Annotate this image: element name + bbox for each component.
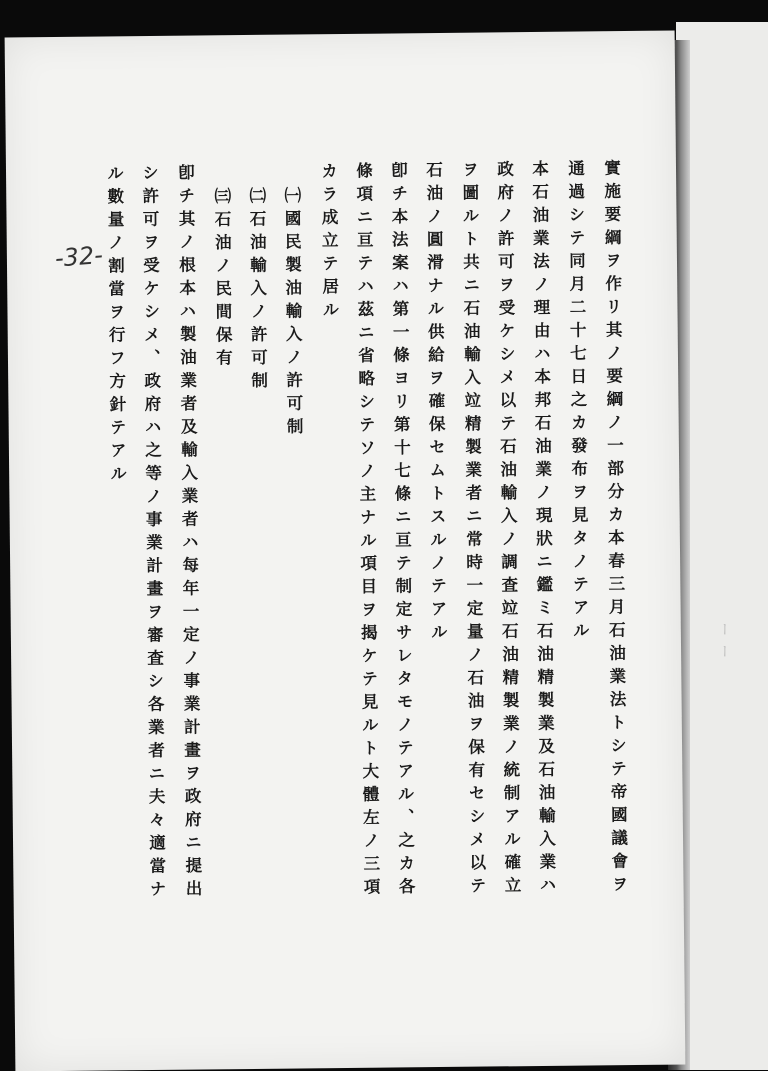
text-column: 通過シテ同月二十七日之カ發布ヲ見タノテアル	[565, 159, 590, 645]
text-column: シ許可ヲ受ケシメ、政府ハ之等ノ事業計畫ヲ審査シ各業者ニ夫々適當ナ	[139, 163, 167, 904]
text-column: 石油ノ圓滑ナル供給ヲ確保セムトスルノテアル	[423, 160, 448, 647]
text-column: 條項ニ亘テハ茲ニ省略シテソノ主ナル項目ヲ揭ケテ見ルト大體左ノ三項	[353, 161, 381, 902]
text-column: 本石油業法ノ理由ハ本邦石油業ノ現狀ニ鑑ミ石油精製業及石油輸入業ハ	[529, 159, 557, 900]
text-column: 政府ノ許可ヲ受ケシメ以テ石油輸入ノ調査竝石油精製業ノ統制アル確立	[494, 160, 522, 900]
text-column: カラ成立テ居ル	[318, 162, 340, 324]
text-column: 實施要綱ヲ作リ其ノ要綱ノ一部分カ本春三月石油業法トシテ帝國議會ヲ	[601, 159, 629, 899]
list-item: ㈢石油ノ民間保有	[211, 187, 233, 373]
text-column: ル數量ノ割當ヲ行フ方針テアル	[104, 164, 127, 488]
text-column: ヲ圖ルト共ニ石油輸入竝精製業者ニ常時一定量ノ石油ヲ保有セシメ以テ	[459, 160, 487, 900]
page-number: -32-	[53, 240, 104, 273]
text-column: 卽チ其ノ根本ハ製油業者及輸入業者ハ每年一定ノ事業計畫ヲ政府ニ提出	[175, 163, 203, 903]
text-column: 卽チ本法案ハ第一條ヨリ第十七條ニ亘テ制定サレタモノテアル、之カ各	[388, 161, 416, 901]
facing-page-bleed-text: ーー	[716, 622, 732, 666]
document-page	[5, 31, 686, 1071]
list-item: ㈠國民製油輸入ノ許可制	[281, 186, 304, 441]
list-item: ㈡石油輸入ノ許可制	[246, 186, 268, 395]
